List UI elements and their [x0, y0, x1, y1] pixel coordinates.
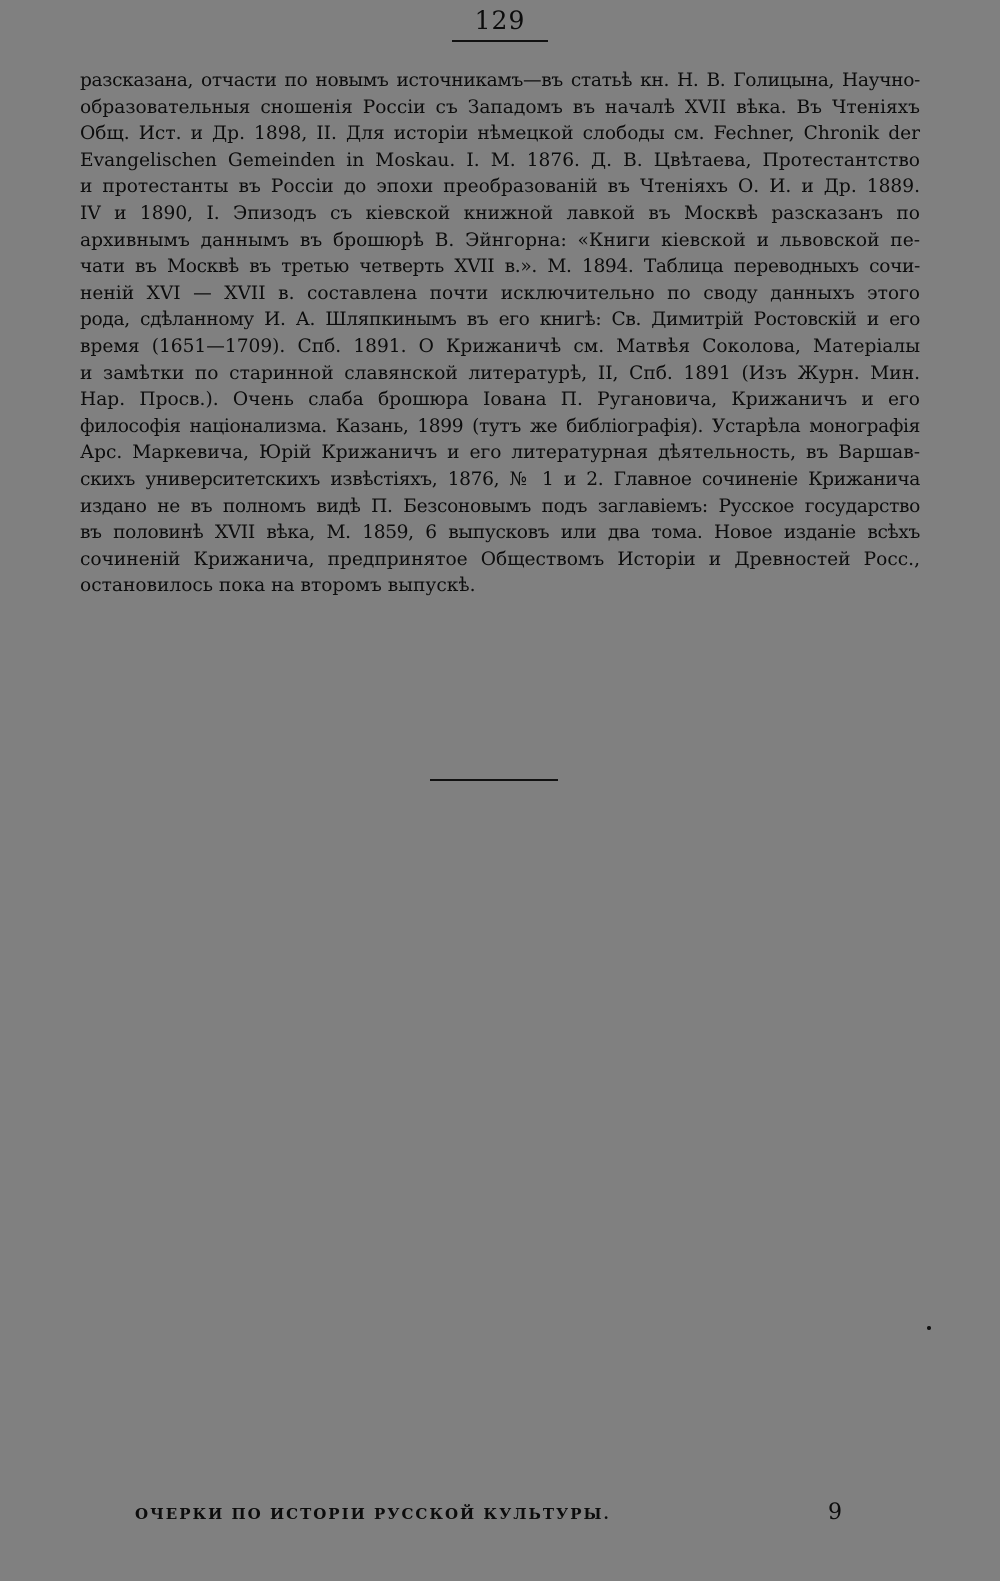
section-divider	[430, 779, 558, 781]
footnote-line: Арс. Маркевича, Юрій Крижаничъ и его литературная дѣятельность, въ Варшав-	[80, 442, 920, 464]
footnote-line: чати въ Москвѣ въ третью четверть XVII в.». М. 1894. Таблица переводныхъ сочи-	[80, 256, 920, 278]
footnote-line: Evangelischen Gemeinden in Moskau. I. M. 1876. Д. В. Цвѣтаева, Протестантство	[80, 149, 920, 171]
footnote-line: философія націонализма. Казань, 1899 (тутъ же библіографія). Устарѣла монографія	[80, 415, 920, 437]
footnote-line: остановилось пока на второмъ выпускѣ.	[80, 575, 476, 597]
footer-signature-mark: 9	[828, 1500, 842, 1525]
footnote-line: IV и 1890, I. Эпизодъ съ кіевской книжной лавкой въ Москвѣ разсказанъ по	[80, 202, 920, 224]
footnote-text	[80, 68, 920, 600]
footnote-line: неній XVI — XVII в. составлена почти исключительно по своду данныхъ этого	[80, 282, 920, 304]
footnote-line: разсказана, отчасти по новымъ источникамъ—въ статьѣ кн. Н. В. Голицына, Научно-	[80, 70, 920, 91]
footnote-line: архивнымъ даннымъ въ брошюрѣ В. Эйнгорна: «Книги кіевской и львовской пе-	[80, 229, 920, 251]
footnote-line: рода, сдѣланному И. А. Шляпкинымъ въ его книгѣ: Св. Димитрій Ростовскій и его	[80, 309, 920, 331]
page-number-rule	[452, 40, 548, 42]
footer-book-title: ОЧЕРКИ ПО ИСТОРІИ РУССКОЙ КУЛЬТУРЫ.	[135, 1505, 611, 1523]
footnote-line: образовательныя сношенія Россіи съ Западомъ въ началѣ XVII вѣка. Въ Чтеніяхъ	[80, 96, 920, 118]
footnote-line: скихъ университетскихъ извѣстіяхъ, 1876, № 1 и 2. Главное сочиненіе Крижанича	[80, 468, 920, 490]
footnote-line: время (1651—1709). Спб. 1891. О Крижаничѣ см. Матвѣя Соколова, Матеріалы	[80, 335, 920, 357]
footnote-line: и замѣтки по старинной славянской литературѣ, II, Спб. 1891 (Изъ Журн. Мин.	[80, 362, 920, 384]
footnote-line: Нар. Просв.). Очень слаба брошюра Іована П. Ругановича, Крижаничъ и его	[80, 389, 920, 411]
footnote-line: Общ. Ист. и Др. 1898, II. Для исторіи нѣмецкой слободы см. Fechner, Chronik der	[80, 123, 920, 145]
footnote-line: и протестанты въ Россіи до эпохи преобразованій въ Чтеніяхъ О. И. и Др. 1889.	[80, 176, 920, 198]
footnote-line: сочиненій Крижанича, предпринятое Обществомъ Исторіи и Древностей Росс.,	[80, 548, 920, 570]
footnote-line: въ половинѣ XVII вѣка, М. 1859, 6 выпусковъ или два тома. Новое изданіе всѣхъ	[80, 522, 920, 544]
footnote-line: издано не въ полномъ видѣ П. Безсоновымъ подъ заглавіемъ: Русское государство	[80, 495, 920, 517]
page-number: 129	[474, 6, 526, 35]
print-speck	[927, 1326, 931, 1330]
